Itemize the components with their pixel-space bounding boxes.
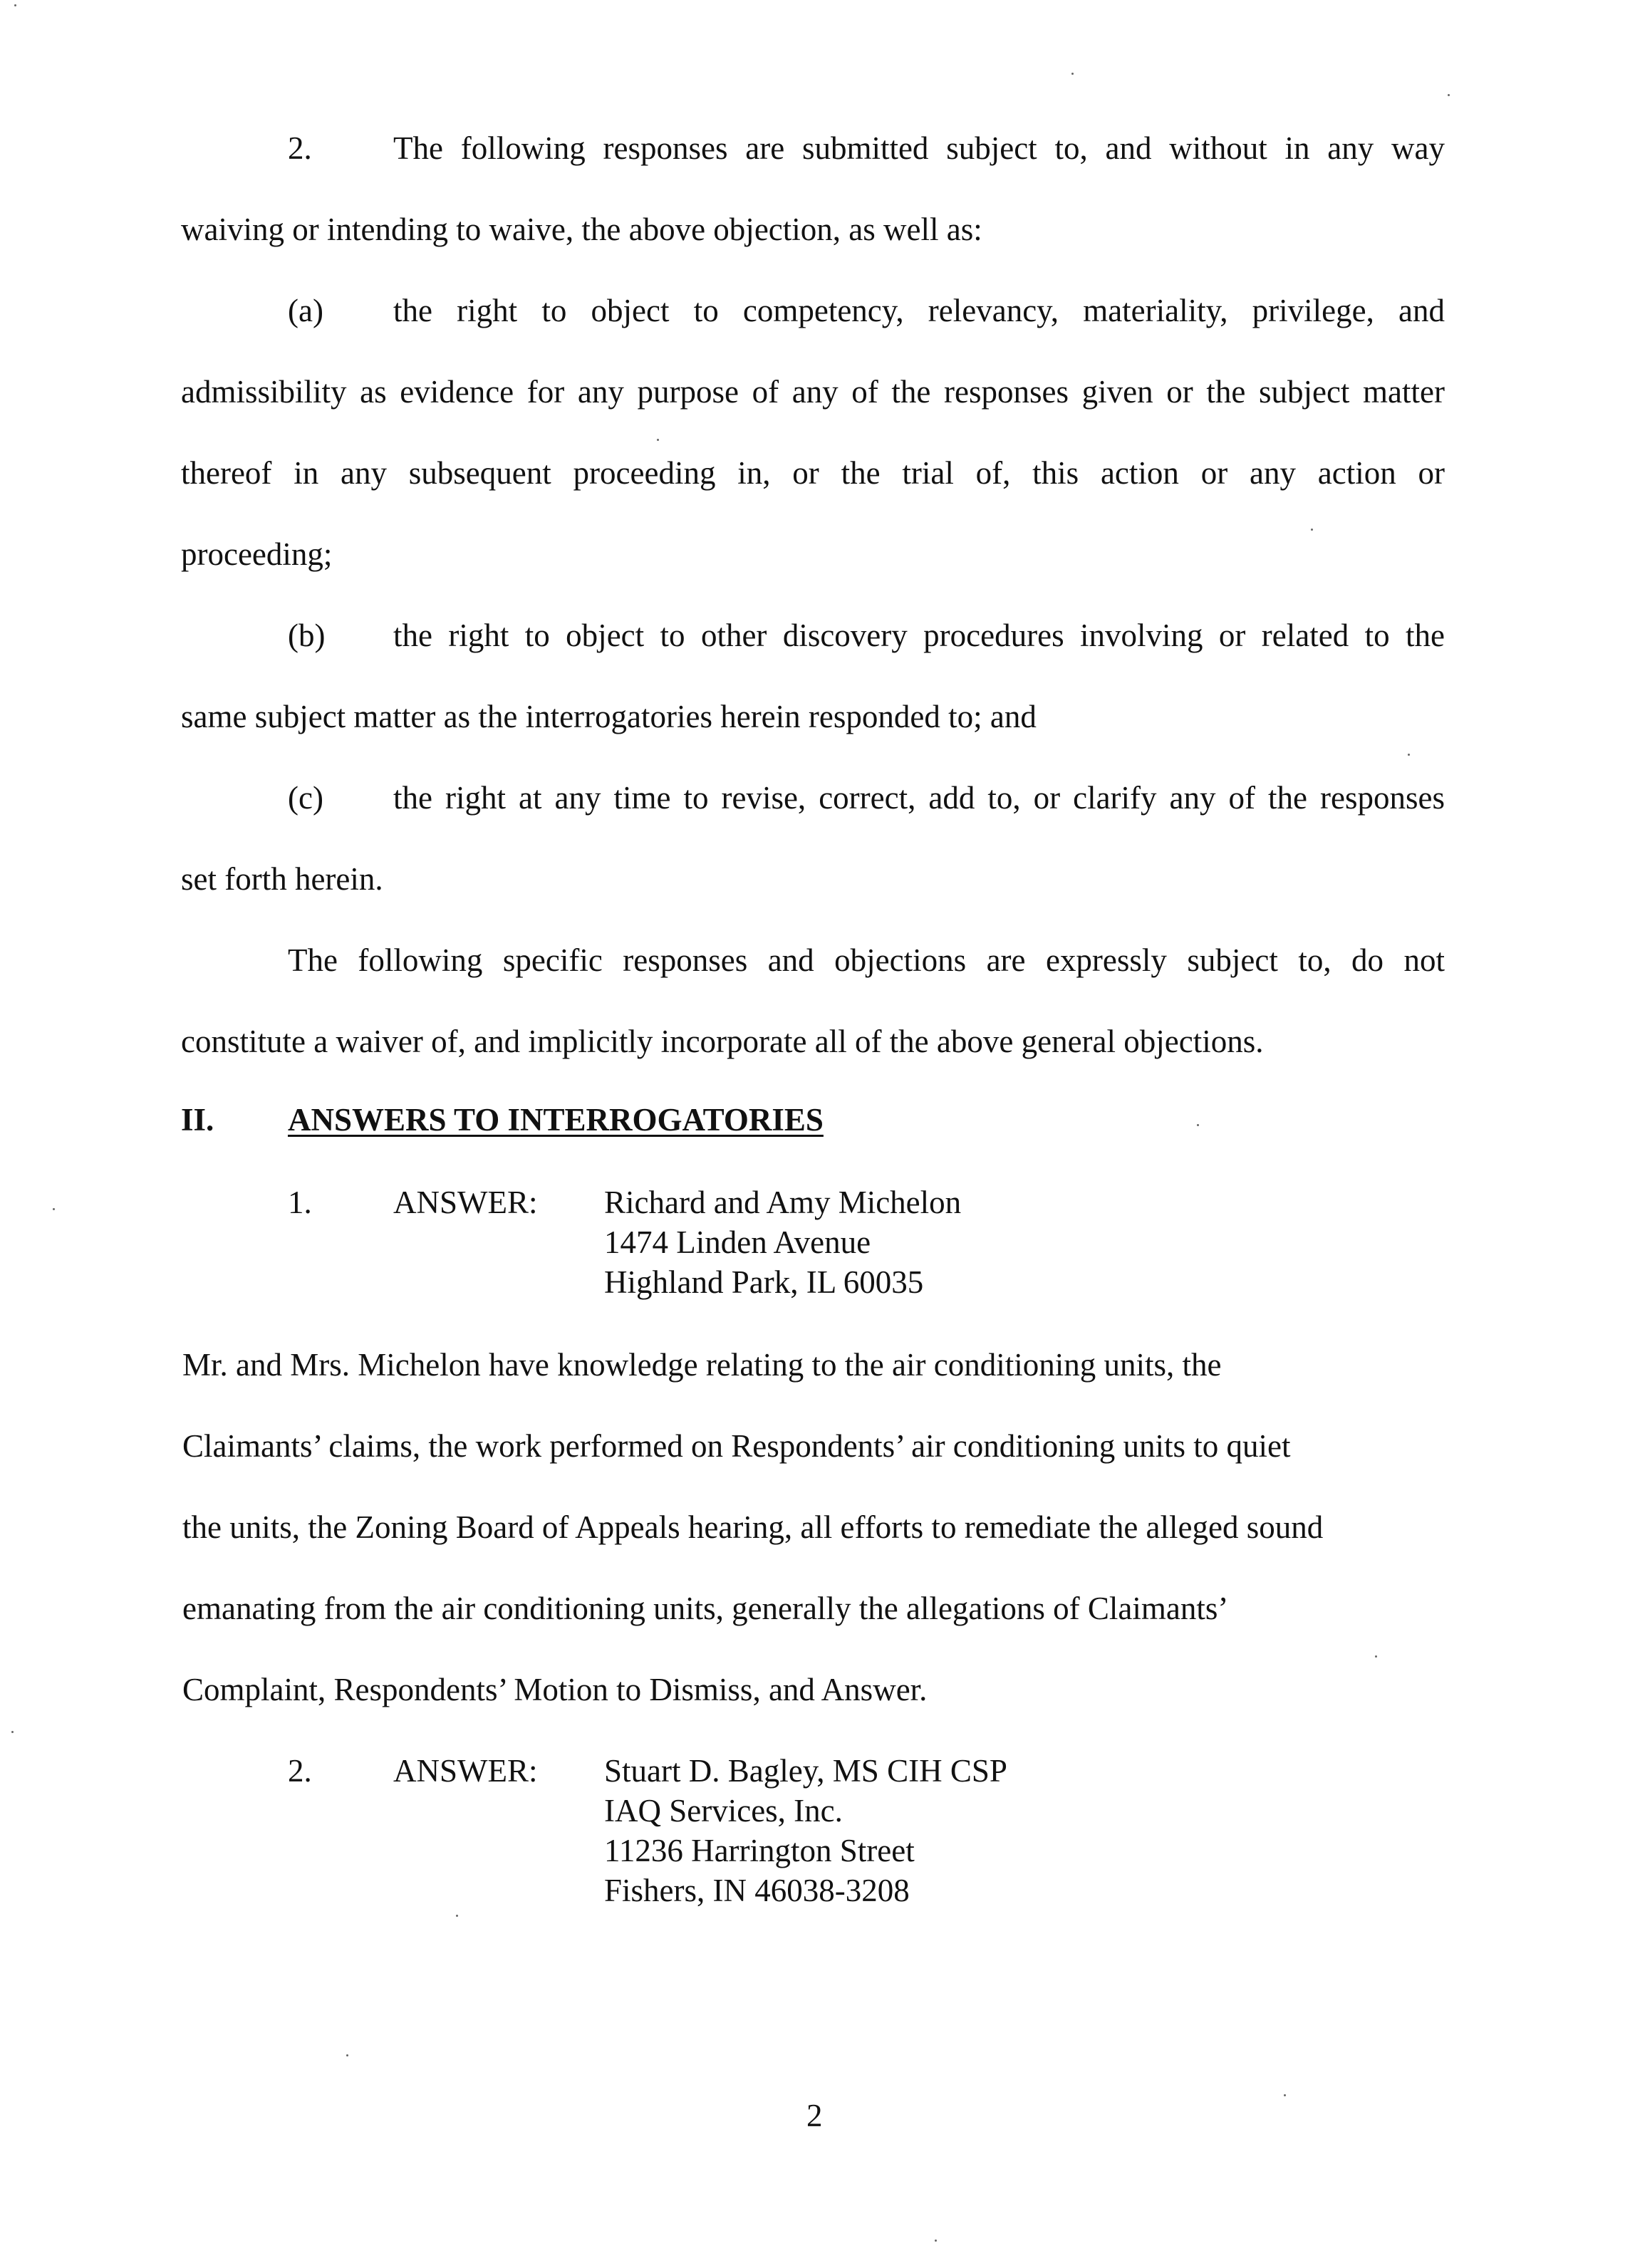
para2-line2: waiving or intending to waive, the above objection, as well as: <box>181 212 982 247</box>
answer2-address-line: 11236 Harrington Street <box>604 1833 915 1868</box>
para2-line1: The following responses are submitted subject to, and without in any way <box>393 130 1445 166</box>
answer2-number: 2. <box>288 1753 312 1789</box>
answer1-body-line: the units, the Zoning Board of Appeals hearing, all efforts to remediate the alleged sound <box>182 1509 1324 1545</box>
item-b-line2: same subject matter as the interrogatories herein responded to; and <box>181 699 1037 734</box>
scan-speck <box>1197 1124 1199 1126</box>
scan-speck <box>1448 94 1450 96</box>
item-a-line3: thereof in any subsequent proceeding in, or the trial of, this action or any action or <box>181 455 1445 491</box>
item-b-label: (b) <box>288 618 326 653</box>
scan-speck <box>53 1208 55 1210</box>
item-a-line1: the right to object to competency, relevancy, materiality, privilege, and <box>393 293 1445 328</box>
answer1-label: ANSWER: <box>393 1185 538 1220</box>
scan-speck <box>1375 1655 1377 1658</box>
answer1-body-line: Mr. and Mrs. Michelon have knowledge relating to the air conditioning units, the <box>182 1347 1222 1383</box>
section-title: ANSWERS TO INTERROGATORIES <box>288 1102 824 1138</box>
scan-speck <box>935 2240 937 2242</box>
item-c-line1: the right at any time to revise, correct, add to, or clarify any of the responses <box>393 780 1445 816</box>
scan-speck <box>1311 529 1313 531</box>
answer1-address-line: 1474 Linden Avenue <box>604 1224 871 1260</box>
answer2-address-line: Stuart D. Bagley, MS CIH CSP <box>604 1753 1007 1789</box>
item-c-line2: set forth herein. <box>181 861 383 897</box>
scan-speck <box>1284 2094 1286 2096</box>
specific-line1: The following specific responses and objections are expressly subject to, do not <box>288 942 1445 978</box>
item-a-label: (a) <box>288 293 323 328</box>
answer1-body-line: emanating from the air conditioning units, generally the allegations of Claimants’ <box>182 1591 1229 1626</box>
para2-number: 2. <box>288 130 312 166</box>
item-a-line2: admissibility as evidence for any purpose of any of the responses given or the subject matter <box>181 374 1445 410</box>
answer1-body-line: Claimants’ claims, the work performed on Respondents’ air conditioning units to quiet <box>182 1428 1291 1464</box>
answer1-number: 1. <box>288 1185 312 1220</box>
item-a-line4: proceeding; <box>181 536 333 572</box>
scan-speck <box>1408 754 1410 756</box>
scan-speck <box>14 4 16 6</box>
section-number: II. <box>181 1102 214 1138</box>
item-c-label: (c) <box>288 780 323 816</box>
scan-speck <box>11 1731 14 1733</box>
scan-speck <box>657 439 659 441</box>
answer1-address-line: Highland Park, IL 60035 <box>604 1264 924 1300</box>
scan-speck <box>456 1915 458 1917</box>
scan-speck <box>1071 73 1074 75</box>
answer1-address-line: Richard and Amy Michelon <box>604 1185 962 1220</box>
item-b-line1: the right to object to other discovery procedures involving or related to the <box>393 618 1445 653</box>
answer2-address-line: IAQ Services, Inc. <box>604 1793 843 1829</box>
scan-speck <box>346 2054 348 2056</box>
answer2-address-line: Fishers, IN 46038-3208 <box>604 1873 910 1908</box>
answer2-label: ANSWER: <box>393 1753 538 1789</box>
page-number: 2 <box>806 2098 823 2133</box>
answer1-body-line: Complaint, Respondents’ Motion to Dismiss, and Answer. <box>182 1672 928 1707</box>
specific-line2: constitute a waiver of, and implicitly incorporate all of the above general objections. <box>181 1024 1264 1059</box>
